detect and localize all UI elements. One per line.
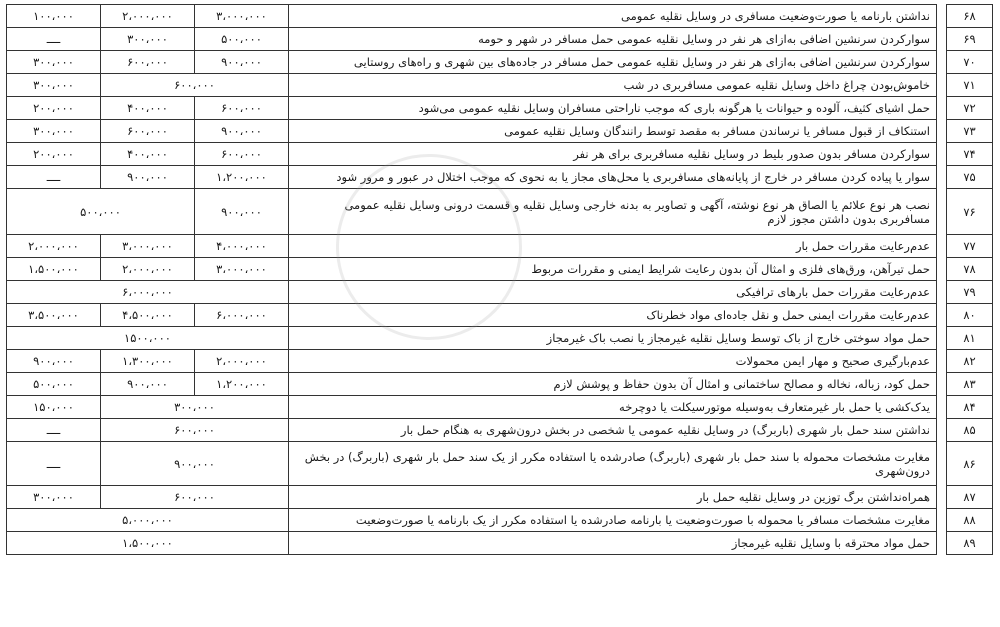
violation-description: نصب هر نوع علائم یا الصاق هر نوع نوشته، آگهی و تصاویر به بدنه خارجی وسایل نقلیه و قسمت درونی وسایل نقلیه عمومی مسافربری بدون داشتن مجوز لازم xyxy=(289,189,937,235)
row-gap xyxy=(937,74,947,97)
fine-amount-2: ۴،۵۰۰،۰۰۰ xyxy=(101,304,195,327)
table-row xyxy=(7,350,993,373)
fine-amount-2: ۳۰۰،۰۰۰ xyxy=(101,28,195,51)
row-gap xyxy=(937,120,947,143)
violation-description: حمل مواد محترقه با وسایل نقلیه غیرمجاز xyxy=(289,532,937,555)
table-row xyxy=(7,442,993,486)
fine-amount-1-2: ۶۰۰،۰۰۰ xyxy=(101,486,289,509)
violation-description: مغایرت مشخصات محموله با سند حمل بار شهری (باربرگ) صادرشده یا استفاده مکرر از یک سند حمل بار شهری (باربرگ) در بخش درون‌شهری xyxy=(289,442,937,486)
fine-amount-1-2: ۹۰۰،۰۰۰ xyxy=(101,442,289,486)
fine-amount-2: ۹۰۰،۰۰۰ xyxy=(101,166,195,189)
fines-table-page xyxy=(6,4,992,614)
fine-amount-1: ۹۰۰،۰۰۰ xyxy=(195,189,289,235)
fine-amount-1: ۳،۰۰۰،۰۰۰ xyxy=(195,5,289,28)
fine-amount-3: ــــ xyxy=(7,28,101,51)
row-number: ۸۰ xyxy=(947,304,993,327)
violation-description: نداشتن بارنامه یا صورت‌وضعیت مسافری در وسایل نقلیه عمومی xyxy=(289,5,937,28)
fine-amount-1: ۶۰۰،۰۰۰ xyxy=(195,143,289,166)
fine-amount-3: ــــ xyxy=(7,166,101,189)
fine-amount-3: ۱۰۰،۰۰۰ xyxy=(7,5,101,28)
table-row xyxy=(7,281,993,304)
row-number: ۷۱ xyxy=(947,74,993,97)
fine-amount-2: ۶۰۰،۰۰۰ xyxy=(101,120,195,143)
row-gap xyxy=(937,396,947,419)
violation-description: حمل مواد سوختی خارج از باک توسط وسایل نقلیه غیرمجاز یا نصب باک غیرمجاز xyxy=(289,327,937,350)
fine-amount-3: ۱۵۰،۰۰۰ xyxy=(7,396,101,419)
table-row xyxy=(7,189,993,235)
row-gap xyxy=(937,509,947,532)
fine-amount-1: ۳،۰۰۰،۰۰۰ xyxy=(195,258,289,281)
violation-description: نداشتن سند حمل بار شهری (باربرگ) در وسایل نقلیه عمومی یا شخصی در بخش درون‌شهری به هنگام حمل بار xyxy=(289,419,937,442)
row-gap xyxy=(937,51,947,74)
violation-description: استنکاف از قبول مسافر یا نرساندن مسافر به مقصد توسط رانندگان وسایل نقلیه عمومی xyxy=(289,120,937,143)
row-number: ۸۵ xyxy=(947,419,993,442)
table-row xyxy=(7,28,993,51)
row-gap xyxy=(937,327,947,350)
row-number: ۷۵ xyxy=(947,166,993,189)
row-gap xyxy=(937,350,947,373)
row-gap xyxy=(937,97,947,120)
fine-amount-1: ۹۰۰،۰۰۰ xyxy=(195,51,289,74)
row-number: ۷۲ xyxy=(947,97,993,120)
fine-amount-2: ۳،۰۰۰،۰۰۰ xyxy=(101,235,195,258)
row-number: ۷۶ xyxy=(947,189,993,235)
fine-amount-3: ۳۰۰،۰۰۰ xyxy=(7,486,101,509)
violation-description: حمل تیرآهن، ورق‌های فلزی و امثال آن بدون رعایت شرایط ایمنی و مقررات مربوط xyxy=(289,258,937,281)
fine-amount-1: ۹۰۰،۰۰۰ xyxy=(195,120,289,143)
fine-amount-1: ۵۰۰،۰۰۰ xyxy=(195,28,289,51)
traffic-fines-table xyxy=(6,4,993,555)
fine-amount-3: ــــ xyxy=(7,442,101,486)
row-number: ۸۳ xyxy=(947,373,993,396)
fine-amount-2: ۴۰۰،۰۰۰ xyxy=(101,97,195,120)
table-row xyxy=(7,74,993,97)
violation-description: عدم‌رعایت مقررات حمل بارهای ترافیکی xyxy=(289,281,937,304)
violation-description: عدم‌رعایت مقررات حمل بار xyxy=(289,235,937,258)
fine-amount-1: ۱،۲۰۰،۰۰۰ xyxy=(195,373,289,396)
table-row xyxy=(7,97,993,120)
table-row xyxy=(7,509,993,532)
violation-description: سوارکردن سرنشین اضافی به‌ازای هر نفر در وسایل نقلیه عمومی حمل مسافر در شهر و حومه xyxy=(289,28,937,51)
violation-description: مغایرت مشخصات مسافر یا محموله با صورت‌وضعیت یا بارنامه صادرشده یا استفاده مکرر از یک بارنامه یا صورت‌وضعیت xyxy=(289,509,937,532)
row-gap xyxy=(937,532,947,555)
fine-amount-3: ۳،۵۰۰،۰۰۰ xyxy=(7,304,101,327)
fine-amount-1-2: ۶۰۰،۰۰۰ xyxy=(101,419,289,442)
fine-amount-2: ۲،۰۰۰،۰۰۰ xyxy=(101,258,195,281)
row-number: ۷۹ xyxy=(947,281,993,304)
table-row xyxy=(7,143,993,166)
table-row xyxy=(7,235,993,258)
row-number: ۶۸ xyxy=(947,5,993,28)
violation-description: سوارکردن مسافر بدون صدور بلیط در وسایل نقلیه مسافربری برای هر نفر xyxy=(289,143,937,166)
row-number: ۸۷ xyxy=(947,486,993,509)
violation-description: یدک‌کشی یا حمل بار غیرمتعارف به‌وسیله موتورسیکلت یا دوچرخه xyxy=(289,396,937,419)
row-number: ۷۰ xyxy=(947,51,993,74)
row-gap xyxy=(937,189,947,235)
row-gap xyxy=(937,304,947,327)
fine-amount-all: ۵،۰۰۰،۰۰۰ xyxy=(7,509,289,532)
table-row xyxy=(7,166,993,189)
fine-amount-1: ۲،۰۰۰،۰۰۰ xyxy=(195,350,289,373)
table-row xyxy=(7,419,993,442)
row-gap xyxy=(937,442,947,486)
row-gap xyxy=(937,166,947,189)
row-number: ۸۴ xyxy=(947,396,993,419)
row-number: ۷۴ xyxy=(947,143,993,166)
row-gap xyxy=(937,235,947,258)
violation-description: حمل اشیای کثیف، آلوده و حیوانات یا هرگونه باری که موجب ناراحتی مسافران وسایل نقلیه عمومی می‌شود xyxy=(289,97,937,120)
row-number: ۷۳ xyxy=(947,120,993,143)
fine-amount-1: ۶،۰۰۰،۰۰۰ xyxy=(195,304,289,327)
fine-amount-1-2: ۶۰۰،۰۰۰ xyxy=(101,74,289,97)
fine-amount-2-3: ۵۰۰،۰۰۰ xyxy=(7,189,195,235)
table-row xyxy=(7,5,993,28)
row-number: ۸۱ xyxy=(947,327,993,350)
fine-amount-1: ۶۰۰،۰۰۰ xyxy=(195,97,289,120)
violation-description: سوار یا پیاده کردن مسافر در خارج از پایانه‌های مسافربری یا محل‌های مجاز یا به نحوی که موجب اختلال در عبور و مرور شود xyxy=(289,166,937,189)
row-number: ۷۸ xyxy=(947,258,993,281)
fine-amount-all: ۱۵۰۰،۰۰۰ xyxy=(7,327,289,350)
table-row xyxy=(7,396,993,419)
table-row xyxy=(7,373,993,396)
violation-description: عدم‌رعایت مقررات ایمنی حمل و نقل جاده‌ای مواد خطرناک xyxy=(289,304,937,327)
violation-description: خاموش‌بودن چراغ داخل وسایل نقلیه عمومی مسافربری در شب xyxy=(289,74,937,97)
table-row xyxy=(7,120,993,143)
fine-amount-3: ۲۰۰،۰۰۰ xyxy=(7,97,101,120)
row-gap xyxy=(937,373,947,396)
table-row xyxy=(7,327,993,350)
fine-amount-1: ۱،۲۰۰،۰۰۰ xyxy=(195,166,289,189)
fine-amount-3: ۳۰۰،۰۰۰ xyxy=(7,74,101,97)
row-number: ۶۹ xyxy=(947,28,993,51)
row-gap xyxy=(937,258,947,281)
row-gap xyxy=(937,143,947,166)
fine-amount-1-2: ۳۰۰،۰۰۰ xyxy=(101,396,289,419)
fine-amount-3: ۲،۰۰۰،۰۰۰ xyxy=(7,235,101,258)
row-number: ۸۸ xyxy=(947,509,993,532)
row-gap xyxy=(937,419,947,442)
violation-description: حمل کود، زباله، نخاله و مصالح ساختمانی و امثال آن بدون حفاظ و پوشش لازم xyxy=(289,373,937,396)
row-number: ۷۷ xyxy=(947,235,993,258)
fine-amount-1: ۴،۰۰۰،۰۰۰ xyxy=(195,235,289,258)
row-number: ۸۶ xyxy=(947,442,993,486)
fine-amount-2: ۲،۰۰۰،۰۰۰ xyxy=(101,5,195,28)
violation-description: سوارکردن سرنشین اضافی به‌ازای هر نفر در وسایل نقلیه عمومی حمل مسافر در جاده‌های بین شهری و راه‌های روستایی xyxy=(289,51,937,74)
row-gap xyxy=(937,28,947,51)
row-gap xyxy=(937,486,947,509)
row-gap xyxy=(937,281,947,304)
fine-amount-3: ۵۰۰،۰۰۰ xyxy=(7,373,101,396)
table-row xyxy=(7,486,993,509)
fine-amount-3: ۳۰۰،۰۰۰ xyxy=(7,120,101,143)
table-row xyxy=(7,258,993,281)
row-number: ۸۹ xyxy=(947,532,993,555)
violation-description: همراه‌نداشتن برگ توزین در وسایل نقلیه حمل بار xyxy=(289,486,937,509)
fine-amount-2: ۶۰۰،۰۰۰ xyxy=(101,51,195,74)
row-number: ۸۲ xyxy=(947,350,993,373)
violation-description: عدم‌بارگیری صحیح و مهار ایمن محمولات xyxy=(289,350,937,373)
table-row xyxy=(7,532,993,555)
fine-amount-2: ۴۰۰،۰۰۰ xyxy=(101,143,195,166)
fine-amount-all: ۱،۵۰۰،۰۰۰ xyxy=(7,532,289,555)
row-gap xyxy=(937,5,947,28)
fine-amount-all: ۶،۰۰۰،۰۰۰ xyxy=(7,281,289,304)
fine-amount-2: ۹۰۰،۰۰۰ xyxy=(101,373,195,396)
fine-amount-3: ۳۰۰،۰۰۰ xyxy=(7,51,101,74)
table-row xyxy=(7,304,993,327)
table-row xyxy=(7,51,993,74)
fine-amount-3: ۱،۵۰۰،۰۰۰ xyxy=(7,258,101,281)
fine-amount-2: ۱،۳۰۰،۰۰۰ xyxy=(101,350,195,373)
fine-amount-3: ــــ xyxy=(7,419,101,442)
fine-amount-3: ۲۰۰،۰۰۰ xyxy=(7,143,101,166)
fine-amount-3: ۹۰۰،۰۰۰ xyxy=(7,350,101,373)
